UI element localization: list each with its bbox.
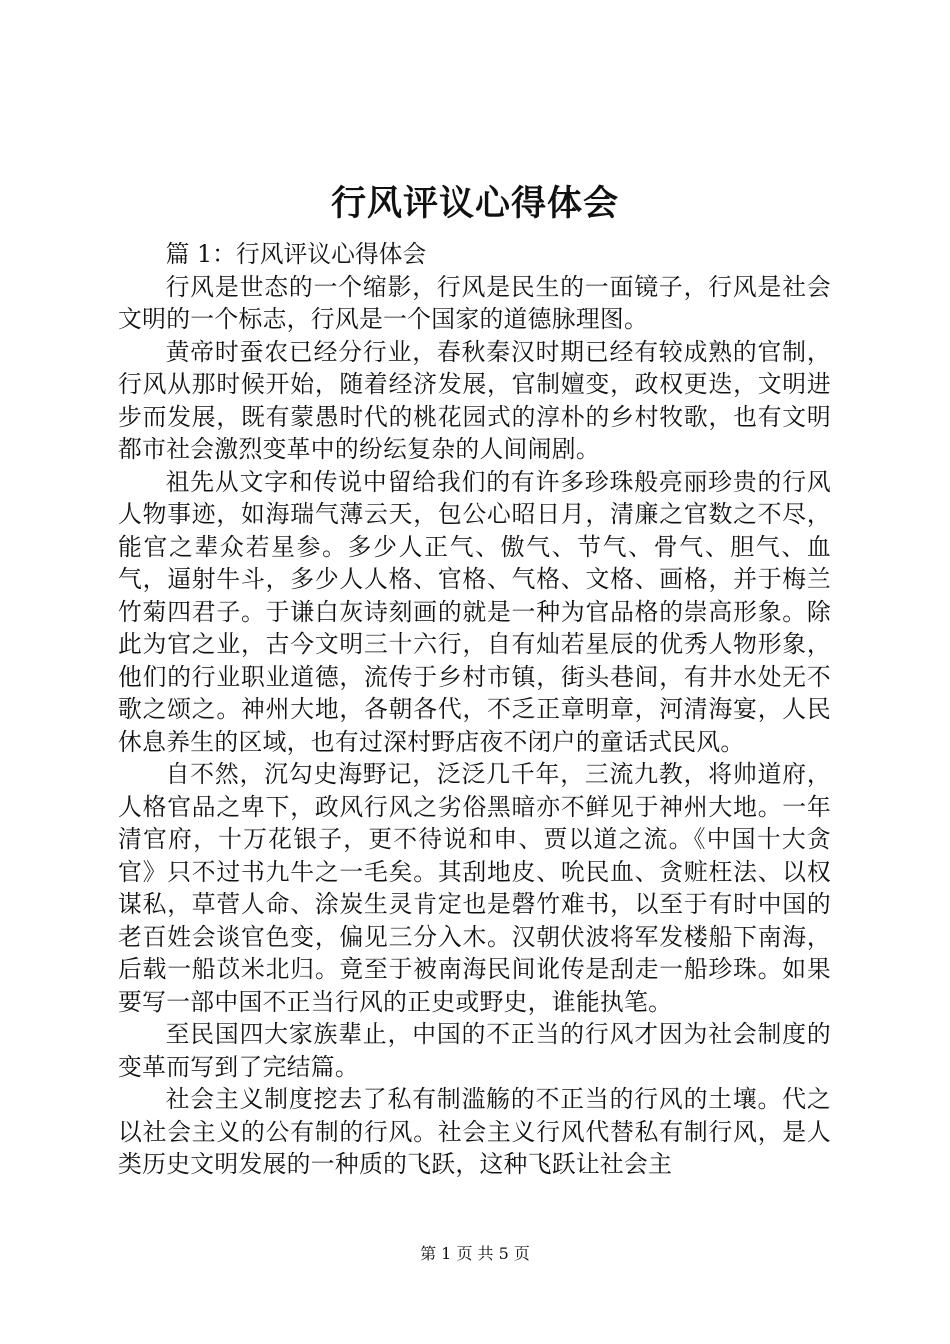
paragraph-3: 祖先从文字和传说中留给我们的有许多珍珠般亮丽珍贵的行风人物事迹，如海瑞气薄云天，包公心昭日月，清廉之官数之不尽，能官之辈众若星参。多少人正气、傲气、节气、骨气、胆气、血气，逼射牛斗，多少人人格、官格、气格、文格、画格，并于梅兰竹菊四君子。于谦白灰诗刻画的就是一种为官品格的崇高形象。除此为官之业，古今文明三十六行，自有灿若星辰的优秀人物形象，他们的行业职业道德，流传于乡村市镇，街头巷间，有井水处无不歌之颂之。神州大地，各朝各代，不乏正章明章，河清海宴，人民休息养生的区域，也有过深村野店夜不闭户的童话式民风。 xyxy=(118,467,831,756)
paragraph-6: 社会主义制度挖去了私有制滥觞的不正当的行风的土壤。代之以社会主义的公有制的行风。社会主义行风代替私有制行风，是人类历史文明发展的一种质的飞跃，这种飞跃让社会主 xyxy=(118,1085,831,1178)
page-number-footer: 第 1 页 共 5 页 xyxy=(420,1244,530,1263)
paragraph-1: 行风是世态的一个缩影，行风是民生的一面镜子，行风是社会文明的一个标志，行风是一个国家的道德脉理图。 xyxy=(118,272,831,333)
paragraph-4: 自不然，沉勾史海野记，泛泛几千年，三流九教，将帅道府，人格官品之卑下，政风行风之劣俗黑暗亦不鲜见于神州大地。一年清官府，十万花银子，更不待说和申、贾以道之流。《中国十大贪官》只不过书九牛之一毛矣。其刮地皮、吮民血、贪赃枉法、以权谋私，草菅人命、涂炭生灵肯定也是磬竹难书，以至于有时中国的老百姓会谈官色变，偏见三分入木。汉朝伏波将军发楼船下南海，后载一船苡米北归。竟至于被南海民间讹传是刮走一船珍珠。如果要写一部中国不正当行风的正史或野史，谁能执笔。 xyxy=(118,760,831,1016)
document-title: 行风评议心得体会 xyxy=(330,183,619,224)
paragraph-2: 黄帝时蚕农已经分行业，春秋秦汉时期已经有较成熟的官制，行风从那时候开始，随着经济发展，官制嬗变，政权更迭，文明进步而发展，既有蒙愚时代的桃花园式的淳朴的乡村牧歌，也有文明都市社会激烈变革中的纷纭复杂的人间闹剧。 xyxy=(118,337,831,463)
document-body xyxy=(118,238,831,1181)
paragraph-5: 至民国四大家族辈止，中国的不正当的行风才因为社会制度的变革而写到了完结篇。 xyxy=(118,1020,831,1081)
section-heading: 篇 1：行风评议心得体会 xyxy=(165,240,427,268)
